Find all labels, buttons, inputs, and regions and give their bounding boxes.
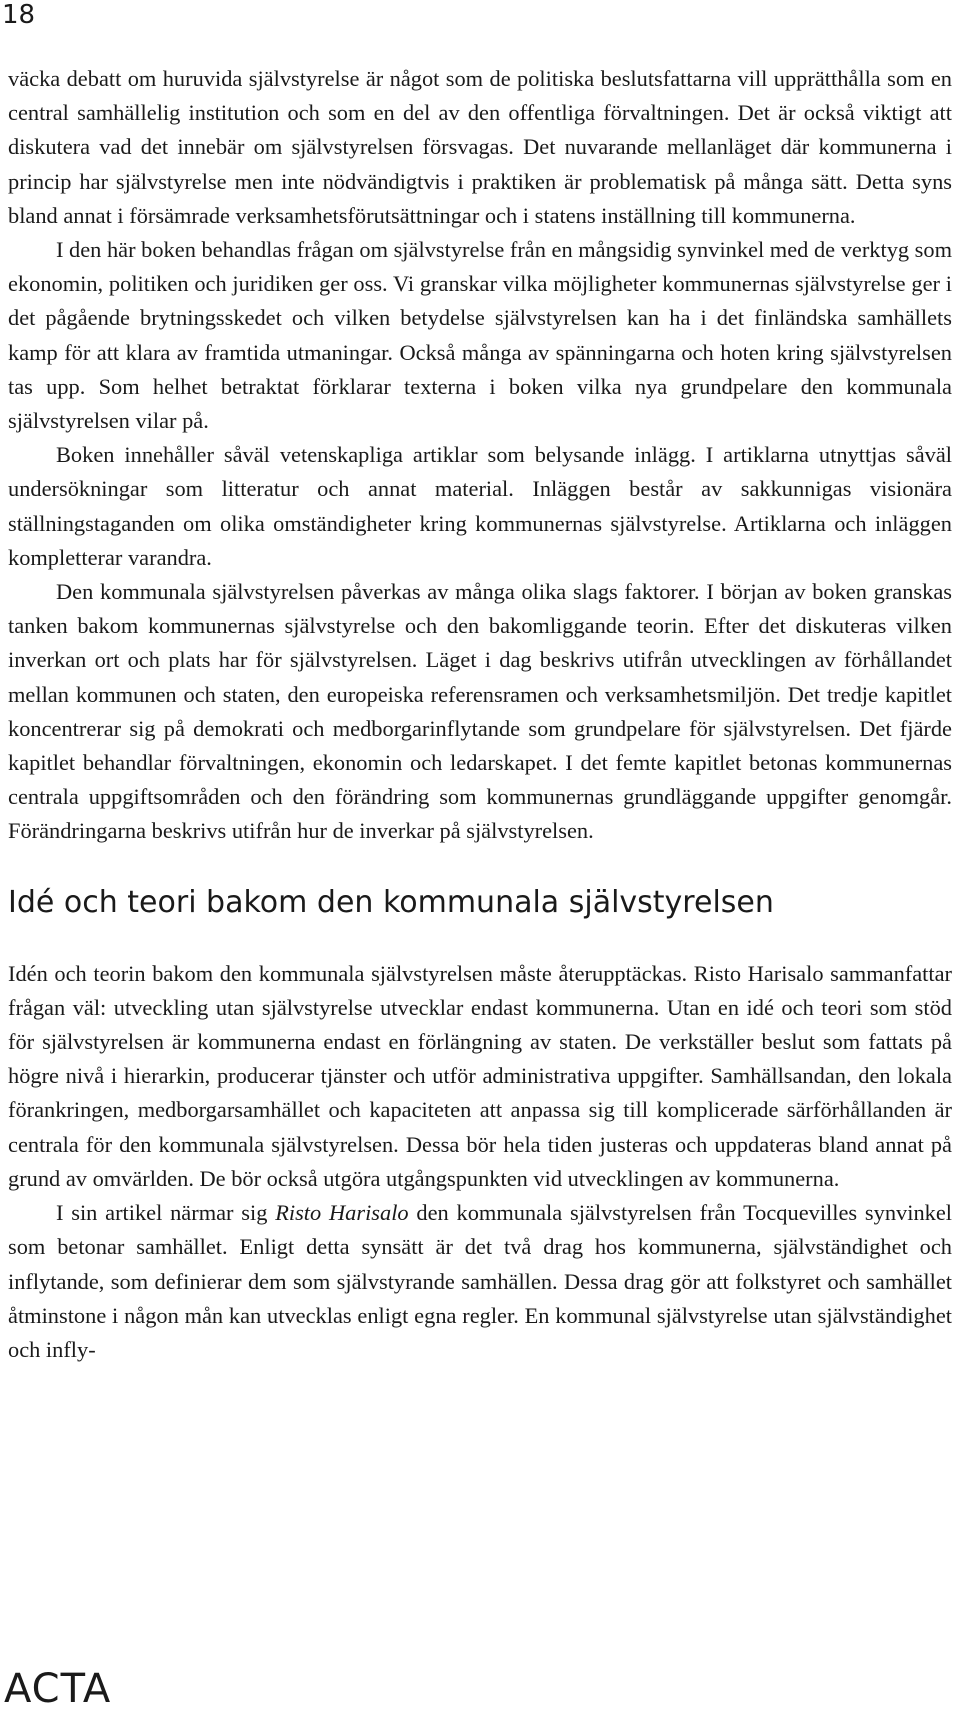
paragraph: I den här boken behandlas frågan om självstyrelse från en mångsidig synvinkel med de verktyg som ekonomin, politiken och juridiken ger oss. Vi granskar vilka möjligheter kommunernas självstyrelse ger i det pågående brytningsskedet och vilken betydelse självstyrelsen kan ha i det finländska samhällets kamp för att klara av framtida utmaningar. Också många av spänningarna och hoten kring självstyrelsen tas upp. Som helhet betraktat förklarar texterna i boken vilka nya grundpelare den kommunala självstyrelsen vilar på.	[8, 237, 953, 434]
page-number: 18	[2, 0, 36, 30]
paragraph-text: I sin artikel närmar sig	[56, 1200, 276, 1226]
paragraph: väcka debatt om huruvida självstyrelse är något som de politiska beslutsfattarna vill upprätthålla som en central samhällelig institution och som en del av den offentliga förvaltningen. Det är också viktigt att diskutera vad det innebär om självstyrelsen försvagas. Det nuvarande mellanläget där kommunerna i princip har självstyrelse men inte nödvändigtvis i praktiken är problematisk på många sätt. Detta syns bland annat i försämrade verksamhetsförutsättningar och i statens inställning till kommunerna.	[8, 66, 952, 228]
paragraph	[8, 1196, 952, 1367]
paragraph-text: den kommunala självstyrelsen från Tocquevilles synvinkel som betonar samhället. Enligt detta synsätt är det två drag hos kommunerna, självständighet och inflytande, som definierar dem som självstyrande samhällen. Dessa drag gör att folkstyret och samhället åtminstone i någon mån kan utvecklas enligt egna regler. En kommunal självstyrelse utan självständighet och infly-	[8, 1200, 952, 1362]
publisher-logo: ACTA	[4, 1666, 112, 1712]
section-heading: Idé och teori bakom den kommunala självstyrelsen	[8, 884, 774, 920]
author-name: Risto Harisalo	[275, 1200, 409, 1226]
body-text	[8, 62, 952, 1367]
paragraph: Idén och teorin bakom den kommunala självstyrelsen måste återupptäckas. Risto Harisalo sammanfattar frågan väl: utveckling utan självstyrelse utvecklar endast kommunerna. Utan en idé och teori som stöd för självstyrelsen är kommunerna endast en förlängning av staten. De verkställer beslut som fattats på högre nivå i hierarkin, producerar tjänster och utför administrativa uppgifter. Samhällsandan, den lokala förankringen, medborgarsamhället och kapaciteten att anpassa sig till komplicerade särförhållanden är centrala för den kommunala självstyrelsen. Dessa bör hela tiden justeras och uppdateras bland annat på grund av omvärlden. De bör också utgöra utgångspunkten vid utvecklingen av kommunerna.	[8, 960, 952, 1191]
paragraph: Boken innehåller såväl vetenskapliga artiklar som belysande inlägg. I artiklarna utnyttjas såväl undersökningar som litteratur och annat material. Inläggen består av sakkunnigas visionära ställningstaganden om olika omständigheter kring kommunernas självstyrelse. Artiklarna och inläggen kompletterar varandra.	[8, 442, 952, 570]
paragraph: Den kommunala självstyrelsen påverkas av många olika slags faktorer. I början av boken granskas tanken bakom kommunernas självstyrelse och den bakomliggande teorin. Efter det diskuteras vilken inverkan ort och plats har för självstyrelsen. Läget i dag beskrivs utifrån utvecklingen av förhållandet mellan kommunen och staten, den europeiska referensramen och verksamhetsmiljön. Det tredje kapitlet koncentrerar sig på demokrati och medborgarinflytande som grundpelare för självstyrelsen. Det fjärde kapitlet behandlar förvaltningen, ekonomin och ledarskapet. I det femte kapitlet betonas kommunernas centrala uppgiftsområden och den förändring som kommunernas grundläggande uppgifter genomgår. Förändringarna beskrivs utifrån hur de inverkar på självstyrelsen.	[8, 579, 952, 844]
